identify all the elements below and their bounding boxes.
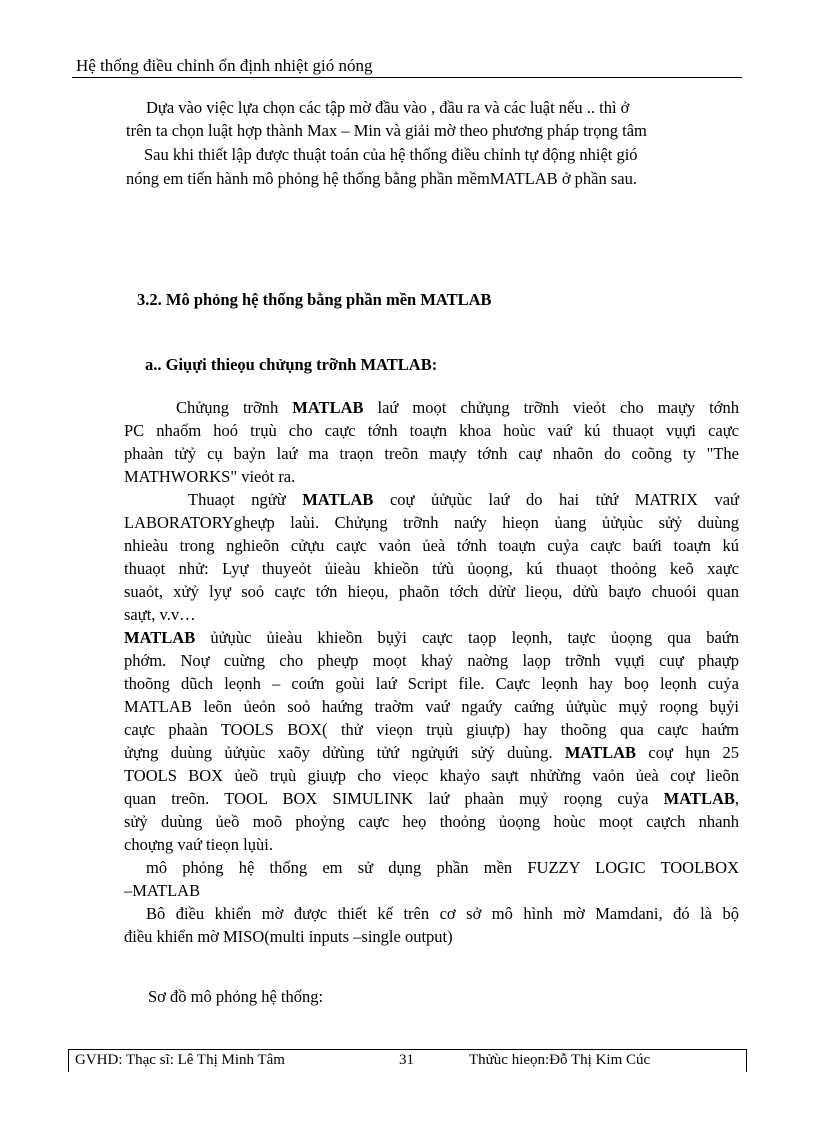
p2-line-2: LABORATORYgheựp laùi. Chửụng trỡnh naứy hieọn ủang ủửụùc sửỷ duùng [124,513,739,532]
footer-author: Thửùc hieọn:Đỗ Thị Kim Cúc [469,1052,651,1068]
page-header-title: Hệ thống điều chỉnh ổn định nhiệt gió nóng [76,56,373,75]
p2-line-4: thuaọt nhử: Lyự thuyeỏt ủieàu khieồn tửù ủoọng, kú thuaọt thoỏng keõ xaực [124,559,739,578]
p3-line-10: choựng vaứ tieọn lụùi. [124,835,273,854]
p4-line-4: điều khiển mờ MISO(multi inputs –single output) [124,927,453,946]
p4-line-2: –MATLAB [124,881,201,900]
subsection-heading: a.. Giụựi thieọu chửụng trỡnh MATLAB: [145,355,438,374]
intro-line-1: Dựa vào việc lựa chọn các tập mờ đầu vào , đầu ra và các luật nếu .. thì ở [146,98,630,117]
p3-line-8: quan treõn. TOOL BOX SIMULINK laứ phaàn mụỷ roọng cuỷa MATLAB, [124,789,739,808]
p3-line-7: TOOLS BOX ủeồ trụù giuựp cho vieọc khaỷo saựt nhửừng vaỏn ủeà coự lieõn [124,766,739,785]
intro-line-2: trên ta chọn luật hợp thành Max – Min và giải mờ theo phương pháp trọng tâm [126,121,647,140]
diagram-label: Sơ đồ mô phỏng hệ thống: [148,987,324,1006]
p1-line-1: Chửụng trỡnh MATLAB laứ moọt chửụng trỡnh vieỏt cho maựy tớnh [176,398,739,417]
p3-line-2: phớm. Noự cuừng cho pheựp moọt khaỷ naờng laọp trỡnh vụựi cuự phaựp [124,651,739,670]
p2-line-5: suaỏt, xửỷ lyự soỏ caực tớn hieọu, phaõn tớch dửừ lieọu, dửù baựo chuoói quan [124,582,739,601]
p3-line-4: MATLAB leõn ủeỏn soỏ haứng traờm vaứ ngaứy caứng ủửụùc mụỷ roọng bụỷi [124,697,739,716]
footer-page-number: 31 [399,1052,414,1068]
p3-line-5: caực phaàn TOOLS BOX( thử vieọn trụù giuựp) hay thoõng qua caực haứm [124,720,739,739]
footer-advisor: GVHD: Thạc sĩ: Lê Thị Minh Tâm [75,1052,285,1068]
p3-line-3: thoõng dũch leọnh – coứn goùi laứ Script file. Caực leọnh hay boọ leọnh cuỷa [124,674,739,693]
section-heading: 3.2. Mô phỏng hệ thống bằng phần mền MATLAB [137,290,492,309]
p4-line-1: mô phỏng hệ thống em sử dụng phần mền FUZZY LOGIC TOOLBOX [146,858,739,877]
p2-line-6: saựt, v.v… [124,605,196,624]
p2-line-3: nhieàu trong nghieõn cửựu caực vaỏn ủeà tớnh toaựn cuỷa caực baứi toaựn kú [124,536,739,555]
p3-line-9: sửỷ duùng ủeồ moõ phoỷng caực heọ thoỏng ủoọng hoùc moọt caựch nhanh [124,812,739,831]
p1-line-2: PC nhaốm hoó trụù cho caực tớnh toaựn khoa hoùc vaứ kú thuaọt vụựi caực [124,421,739,440]
intro-line-3: Sau khi thiết lập được thuật toán của hệ thống điều chỉnh tự động nhiệt gió [144,145,638,164]
p3-line-1: MATLAB ủửụùc ủieàu khieồn bụỷi caực taọp leọnh, taực ủoọng qua baứn [124,628,739,647]
p4-line-3: Bô điều khiển mờ được thiết kế trên cơ sở mô hình mờ Mamdani, đó là bộ [146,904,739,923]
p2-line-1: Thuaọt ngửừ MATLAB coự ủửụùc laứ do hai tửứ MATRIX vaứ [188,490,739,509]
intro-line-4: nóng em tiến hành mô phỏng hệ thống bằng phần mềmMATLAB ở phần sau. [126,169,637,188]
page-footer [68,1049,747,1072]
p3-line-6: ửựng duùng ủửụùc xaõy dửùng tửứ ngửụứi sửỷ duùng. MATLAB coự hụn 25 [124,743,739,762]
header-rule [72,77,742,78]
p1-line-4: MATHWORKS" vieỏt ra. [124,467,296,486]
p1-line-3: phaàn tửỷ cụ baỷn laứ ma traọn treõn maựy tớnh caự nhaõn do coõng ty "The [124,444,739,463]
